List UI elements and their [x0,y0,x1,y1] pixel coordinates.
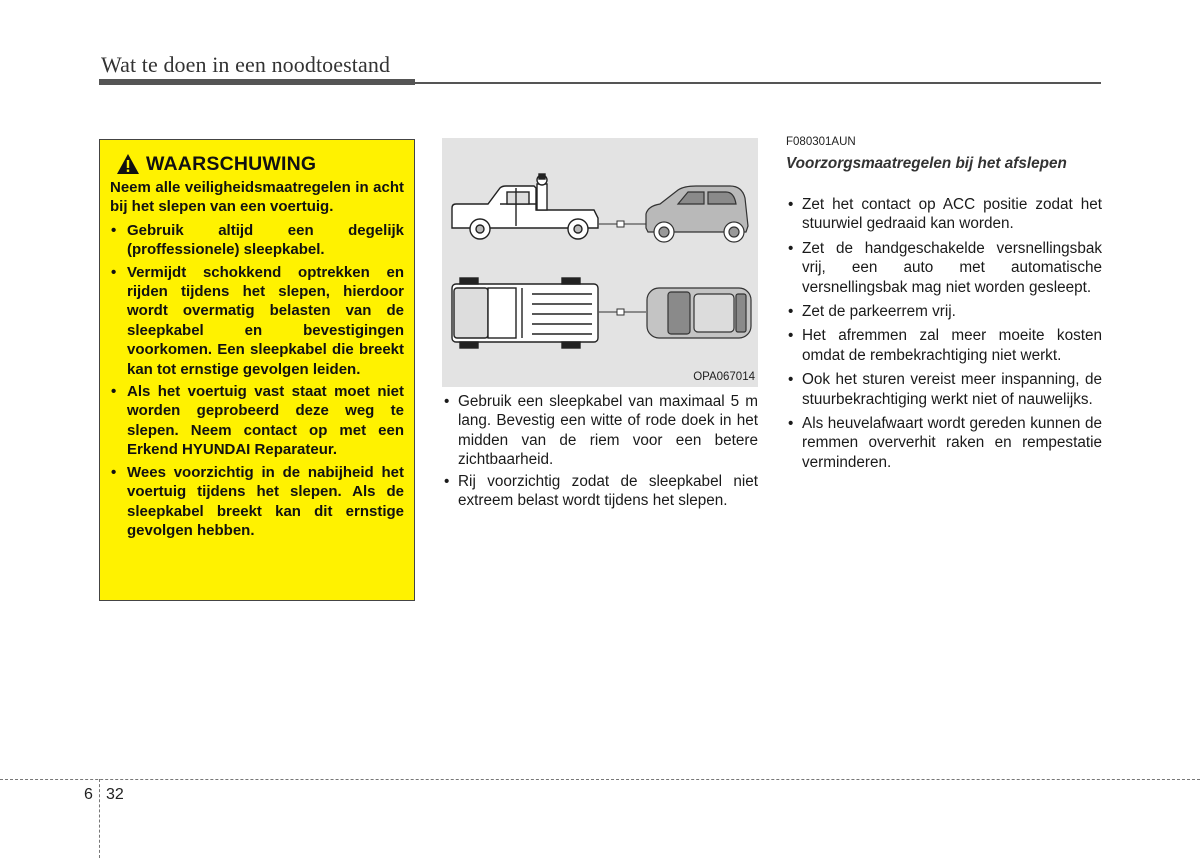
page-number: 32 [106,786,124,803]
precaution-item: • Ook het sturen vereist meer inspanning, de stuurbekrachtiging werkt niet of nauwelijks. [786,370,1102,409]
warning-item: • Als het voertuig vast staat moet niet worden geprobeerd deze weg te slepen. Neem contact op met een Erkend HYUNDAI Reparateur. [110,382,404,460]
precaution-item: • Zet de parkeerrem vrij. [786,302,1102,321]
towing-diagram [442,138,758,387]
warning-title: WAARSCHUWING [146,152,317,175]
towed-car-side-view [646,186,748,242]
chapter-number: 6 [84,786,93,803]
warning-list [110,221,404,541]
precautions-list [786,195,1102,477]
middle-list-item: • Rij voorzichtig zodat de sleepkabel niet extreem belast wordt tijdens het slepen. [442,472,758,511]
section-heading: Voorzorgsmaatregelen bij het afslepen [786,155,1067,172]
warning-item: • Gebruik altijd een degelijk (proffessionele) sleepkabel. [110,221,404,260]
warning-box [99,139,415,601]
warning-item: • Vermijdt schokkend optrekken en rijden tijdens het slepen, hierdoor wordt overmatig belasten van de sleepkabel en bevestigingen voorkomen. Een sleepkabel die breekt kan tot ernstige gevolgen leiden. [110,263,404,379]
figure-code: OPA067014 [693,371,755,383]
precaution-item: • Het afremmen zal meer moeite kosten omdat de rembekrachtiging niet werkt. [786,326,1102,365]
footer-rule [0,779,1200,780]
precaution-item: • Zet de handgeschakelde versnellingsbak vrij, een auto met automatische versnellingsbak mag niet worden gesleept. [786,239,1102,297]
precaution-item: • Zet het contact op ACC positie zodat het stuurwiel gedraaid kan worden. [786,195,1102,234]
header-rule-thin [415,82,1101,84]
towed-car-top-view [647,288,751,338]
warning-item: • Wees voorzichtig in de nabijheid het voertuig tijdens het slepen. Als de sleepkabel breekt kan dit ernstige gevolgen hebben. [110,463,404,541]
tow-truck-side-view [452,174,598,239]
warning-header [116,151,404,177]
warning-intro: Neem alle veiligheidsmaatregelen in acht bij het slepen van een voertuig. [110,179,404,216]
section-ref-code: F080301AUN [786,136,856,148]
footer-divider [99,779,100,858]
warning-triangle-icon [116,153,140,175]
towing-illustration [442,138,758,387]
middle-list [442,392,758,512]
header-rule-thick [99,79,415,85]
middle-list-item: • Gebruik een sleepkabel van maximaal 5 m lang. Bevestig een witte of rode doek in het midden van de riem voor een betere zichtbaarheid. [442,392,758,470]
precaution-item: • Als heuvelafwaart wordt gereden kunnen de remmen oververhit raken en rempestatie verminderen. [786,414,1102,472]
page-header-title: Wat te doen in een noodtoestand [101,52,391,77]
tow-truck-top-view [452,278,598,348]
